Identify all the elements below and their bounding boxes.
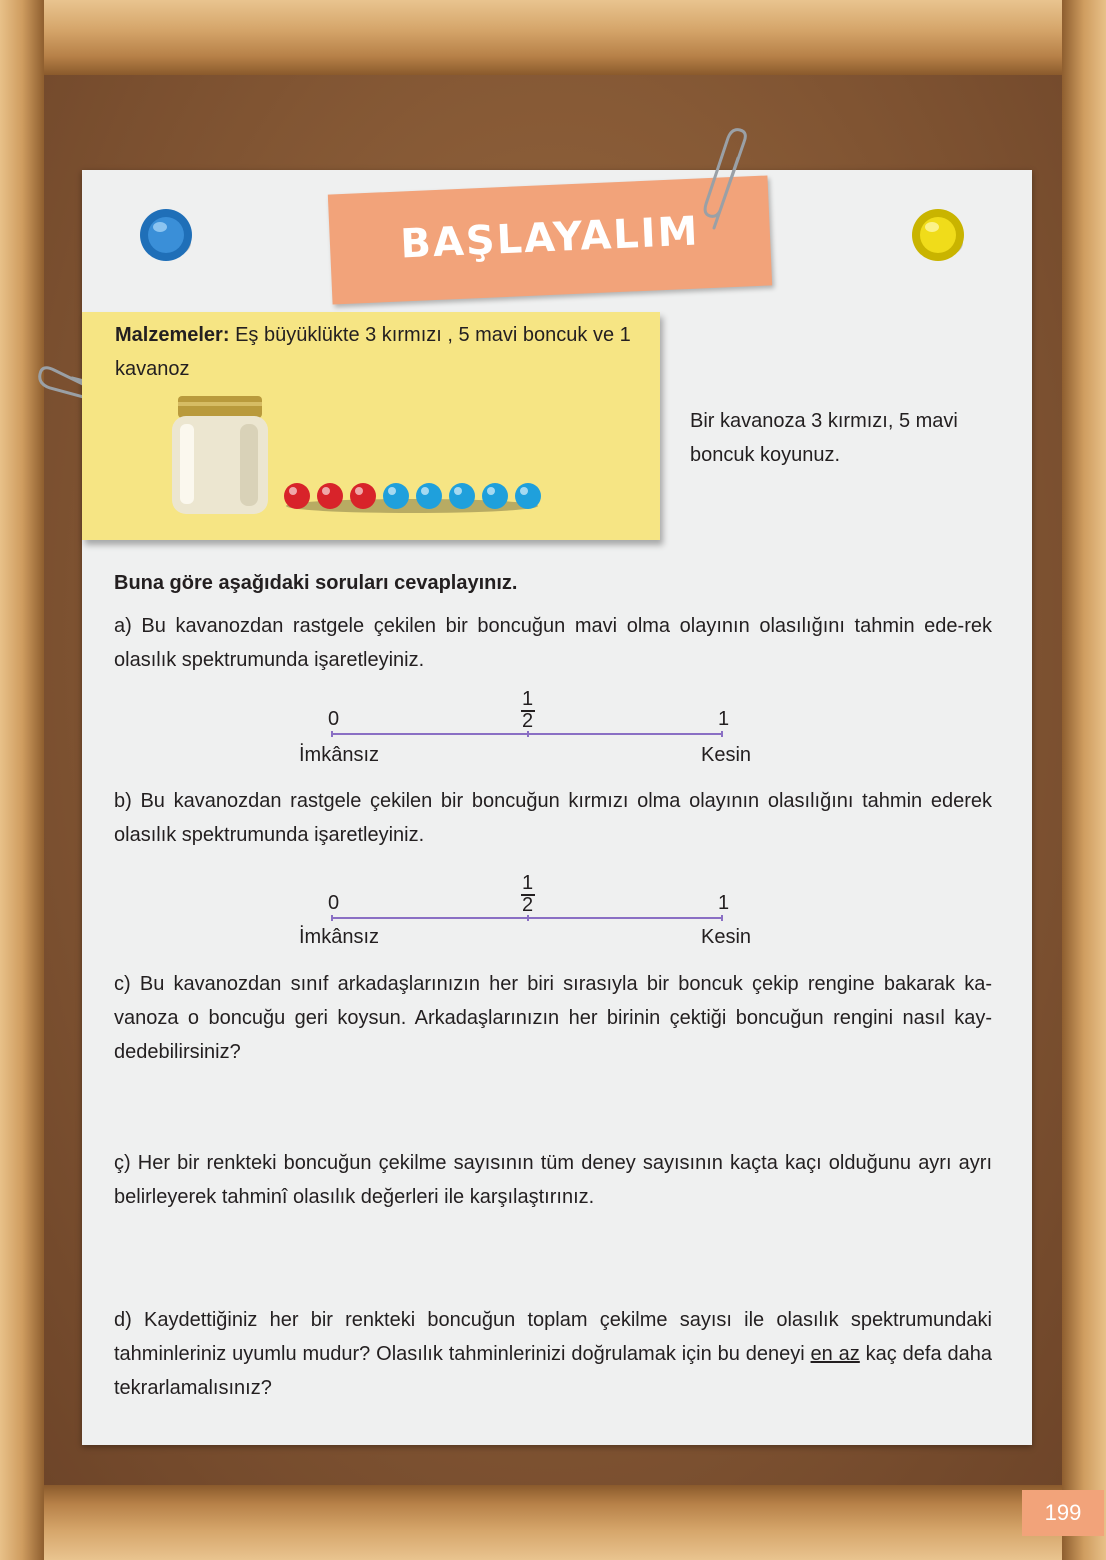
blue-bead bbox=[383, 483, 409, 509]
page-number: 199 bbox=[1022, 1490, 1104, 1536]
materials-label: Malzemeler: bbox=[115, 324, 230, 346]
bead-highlight bbox=[388, 487, 396, 495]
blue-bead bbox=[515, 483, 541, 509]
blue-bead bbox=[449, 483, 475, 509]
spectrum-a-certain-label: Kesin bbox=[701, 744, 752, 766]
materials-note bbox=[82, 312, 660, 540]
bead-highlight bbox=[355, 487, 363, 495]
spectrum-b-half-numerator: 1 bbox=[522, 872, 534, 894]
bead-highlight bbox=[322, 487, 330, 495]
instruction-text: Bir kavanoza 3 kırmızı, 5 mavi boncuk koyunuz. bbox=[690, 410, 958, 466]
frame-top-rail bbox=[0, 0, 1106, 75]
spectrum-b-half-denominator: 2 bbox=[522, 894, 534, 916]
spectrum-b-certain-label: Kesin bbox=[701, 926, 752, 948]
materials-text bbox=[115, 318, 645, 386]
spectrum-a-zero: 0 bbox=[328, 708, 340, 730]
question-cc: ç) Her bir renkteki boncuğun çekilme sayısının tüm deney sayısının kaçta kaçı olduğunu ayrı ayrı belirleyerek tahminî olasılık değerleri ile karşılaştırınız. bbox=[114, 1152, 992, 1208]
spectrum-a-impossible-label: İmkânsız bbox=[299, 744, 380, 766]
question-c: c) Bu kavanozdan sınıf arkadaşlarınızın her biri sırasıyla bir boncuk çekip rengine bakarak ka-vanoza o boncuğu geri koysun. Arkadaşlarınızın her birinin çektiği boncuğun rengini nasıl kay-dedebilirsiniz? bbox=[114, 973, 992, 1063]
question-b: b) Bu kavanozdan rastgele çekilen bir boncuğun kırmızı olma olayının olasılığını tahmin ederek olasılık spektrumunda işaretleyiniz. bbox=[114, 790, 992, 846]
red-bead bbox=[350, 483, 376, 509]
bead-highlight bbox=[454, 487, 462, 495]
jar-icon bbox=[170, 394, 270, 516]
materials-description: Eş büyüklükte 3 kırmızı , 5 mavi boncuk ve 1 kavanoz bbox=[115, 324, 631, 380]
spectrum-a-line[interactable] bbox=[330, 728, 726, 740]
bead-highlight bbox=[421, 487, 429, 495]
bead-highlight bbox=[487, 487, 495, 495]
probability-spectrum-b bbox=[295, 872, 765, 952]
question-d bbox=[114, 1303, 992, 1405]
spectrum-b-zero: 0 bbox=[328, 892, 340, 914]
frame-bottom-rail bbox=[0, 1485, 1106, 1560]
beads-row bbox=[282, 480, 542, 516]
spectrum-b-impossible-label: İmkânsız bbox=[299, 926, 380, 948]
question-a: a) Bu kavanozdan rastgele çekilen bir boncuğun mavi olma olayının olasılığını tahmin ede-rek olasılık spektrumunda işaretleyiniz. bbox=[114, 615, 992, 671]
spectrum-b-line[interactable] bbox=[330, 912, 726, 924]
bead-highlight bbox=[289, 487, 297, 495]
frame-left-rail bbox=[0, 0, 44, 1560]
spectrum-b-one: 1 bbox=[718, 892, 730, 914]
red-bead bbox=[317, 483, 343, 509]
spectrum-a-half-denominator: 2 bbox=[522, 710, 534, 732]
blue-bead bbox=[416, 483, 442, 509]
blue-pushpin-icon bbox=[136, 205, 196, 265]
red-bead bbox=[284, 483, 310, 509]
yellow-pushpin-icon bbox=[908, 205, 968, 265]
question-d-text-before: d) Kaydettiğiniz her bir renkteki boncuğun toplam çekilme sayısı ile olasılık spektrumundaki tahminleriniz uyumlu mudur? Olasılık tahminlerinizi doğrulamak için bu deneyi bbox=[114, 1309, 992, 1365]
bead-highlight bbox=[520, 487, 528, 495]
questions-heading: Buna göre aşağıdaki soruları cevaplayınız. bbox=[114, 572, 518, 594]
frame-right-rail bbox=[1062, 0, 1106, 1560]
blue-bead bbox=[482, 483, 508, 509]
paperclip-top-icon bbox=[700, 128, 762, 238]
spectrum-a-one: 1 bbox=[718, 708, 730, 730]
question-d-emphasis: en az bbox=[810, 1343, 860, 1365]
probability-spectrum-a bbox=[295, 688, 765, 768]
page-title: BAŞLAYALIM bbox=[399, 208, 701, 268]
spectrum-a-half-numerator: 1 bbox=[522, 688, 534, 710]
question-d-text-after: kaç defa daha tekrarlamalısınız? bbox=[114, 1343, 992, 1399]
